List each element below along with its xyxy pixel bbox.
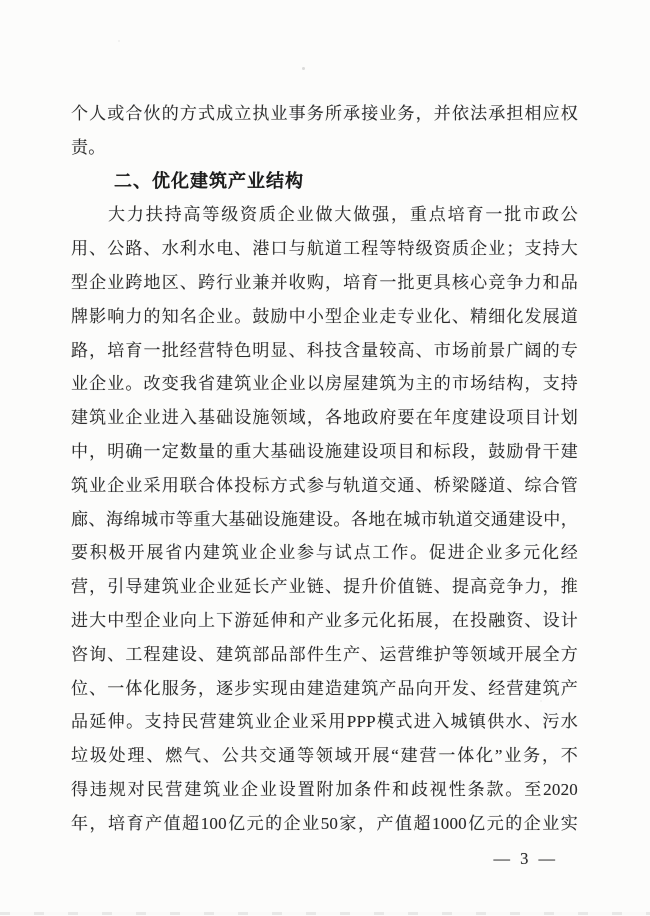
text-line: 咨询、工程建设、建筑部品部件生产、运营维护等领域开展全方 [71,644,578,664]
text-line: 廊、海绵城市等重大基础设施建设。各地在城市轨道交通建设中， [71,509,578,529]
text-line: 业企业。改变我省建筑业企业以房屋建筑为主的市场结构，支持 [71,374,578,394]
text-line: 位、一体化服务，逐步实现由建造建筑产品向开发、经营建筑产 [71,678,578,698]
text-line: 用、公路、水利水电、港口与航道工程等特级资质企业；支持大 [71,239,578,259]
text-line: 年，培育产值超100亿元的企业50家，产值超1000亿元的企业实 [71,813,578,833]
section-heading: 二、优化建筑产业结构 [114,170,304,191]
text-line: 品延伸。支持民营建筑业企业采用PPP模式进入城镇供水、污水 [71,712,578,732]
text-line: 垃圾处理、燃气、公共交通等领域开展“建营一体化”业务，不 [71,746,578,766]
page-number: — 3 — [493,849,558,868]
text-line: 得违规对民营建筑业企业设置附加条件和歧视性条款。至2020 [71,779,578,799]
text-line: 型企业跨地区、跨行业兼并收购，培育一批更具核心竞争力和品 [71,272,578,292]
text-line: 筑业企业采用联合体投标方式参与轨道交通、桥梁隧道、综合管 [71,475,578,495]
scan-speck [302,67,305,70]
text-line: 中，明确一定数量的重大基础设施建设项目和标段，鼓励骨干建 [71,441,578,461]
text-line: 营，引导建筑业企业延长产业链、提升价值链、提高竞争力，推 [71,577,578,597]
text-line: 责。 [71,137,106,157]
text-line: 建筑业企业进入基础设施领域，各地政府要在年度建设项目计划 [71,408,578,428]
scan-edge-noise [0,912,650,915]
scan-speck [540,700,542,702]
text-line: 进大中型企业向上下游延伸和产业多元化拓展，在投融资、设计 [71,610,578,630]
text-block [71,97,578,841]
text-line: 牌影响力的知名企业。鼓励中小型企业走专业化、精细化发展道 [71,306,578,326]
text-line: 要积极开展省内建筑业企业参与试点工作。促进企业多元化经 [71,543,578,563]
text-line: 大力扶持高等级资质企业做大做强，重点培育一批市政公 [108,205,578,225]
text-line: 个人或合伙的方式成立执业事务所承接业务，并依法承担相应权 [71,104,578,123]
scan-speck [118,40,120,42]
text-line: 路，培育一批经营特色明显、科技含量较高、市场前景广阔的专 [71,340,578,360]
